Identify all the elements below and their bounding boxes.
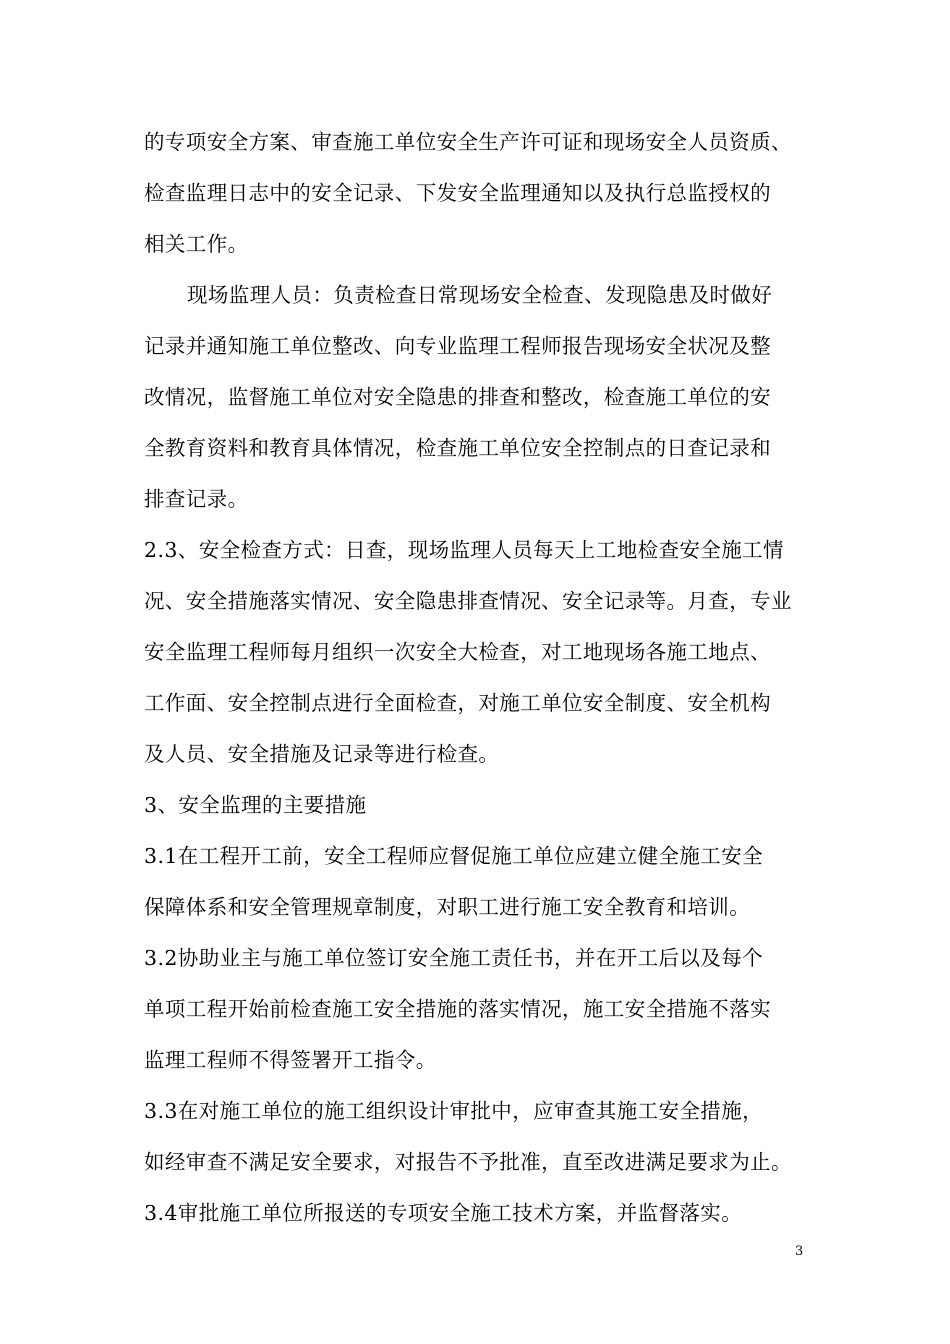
text-line: 排查记录。 (144, 487, 249, 511)
text-line: 记录并通知施工单位整改、向专业监理工程师报告现场安全状况及整 (144, 334, 771, 358)
text-line: 监理工程师不得签署开工指令。 (144, 1048, 437, 1072)
text-line: 如经审查不满足安全要求，对报告不予批准，直至改进满足要求为止。 (144, 1150, 792, 1174)
text-line: 检查监理日志中的安全记录、下发安全监理通知以及执行总监授权的 (144, 181, 771, 205)
text-line: 况、安全措施落实情况、安全隐患排查情况、安全记录等。月查，专业 (144, 589, 792, 613)
text-line: 单项工程开始前检查施工安全措施的落实情况，施工安全措施不落实 (144, 997, 771, 1021)
text-line: 工作面、安全控制点进行全面检查，对施工单位安全制度、安全机构 (144, 691, 771, 715)
page-number: 3 (795, 1244, 804, 1259)
section-3-3-line: 3.3在对施工单位的施工组织设计审批中，应审查其施工安全措施， (144, 1099, 763, 1123)
text-line: 及人员、安全措施及记录等进行检查。 (144, 742, 500, 766)
section-2-3-line: 2.3、安全检查方式：日查，现场监理人员每天上工地检查安全施工情 (144, 538, 784, 562)
section-3-2-line: 3.2协助业主与施工单位签订安全施工责任书，并在开工后以及每个 (144, 946, 763, 970)
text-line: 相关工作。 (144, 232, 249, 256)
section-3-1-line: 3.1在工程开工前，安全工程师应督促施工单位应建立健全施工安全 (144, 844, 763, 868)
text-line: 全教育资料和教育具体情况，检查施工单位安全控制点的日查记录和 (144, 436, 771, 460)
text-line: 安全监理工程师每月组织一次安全大检查，对工地现场各施工地点、 (144, 640, 771, 664)
text-line: 保障体系和安全管理规章制度，对职工进行施工安全教育和培训。 (144, 895, 751, 919)
paragraph-start-line: 现场监理人员：负责检查日常现场安全检查、发现隐患及时做好 (187, 283, 773, 307)
text-line: 改情况，监督施工单位对安全隐患的排查和整改，检查施工单位的安 (144, 385, 771, 409)
section-3-4-line: 3.4审批施工单位所报送的专项安全施工技术方案，并监督落实。 (144, 1201, 743, 1225)
text-line: 的专项安全方案、审查施工单位安全生产许可证和现场安全人员资质、 (144, 130, 792, 154)
section-heading-3: 3、安全监理的主要措施 (144, 793, 367, 817)
